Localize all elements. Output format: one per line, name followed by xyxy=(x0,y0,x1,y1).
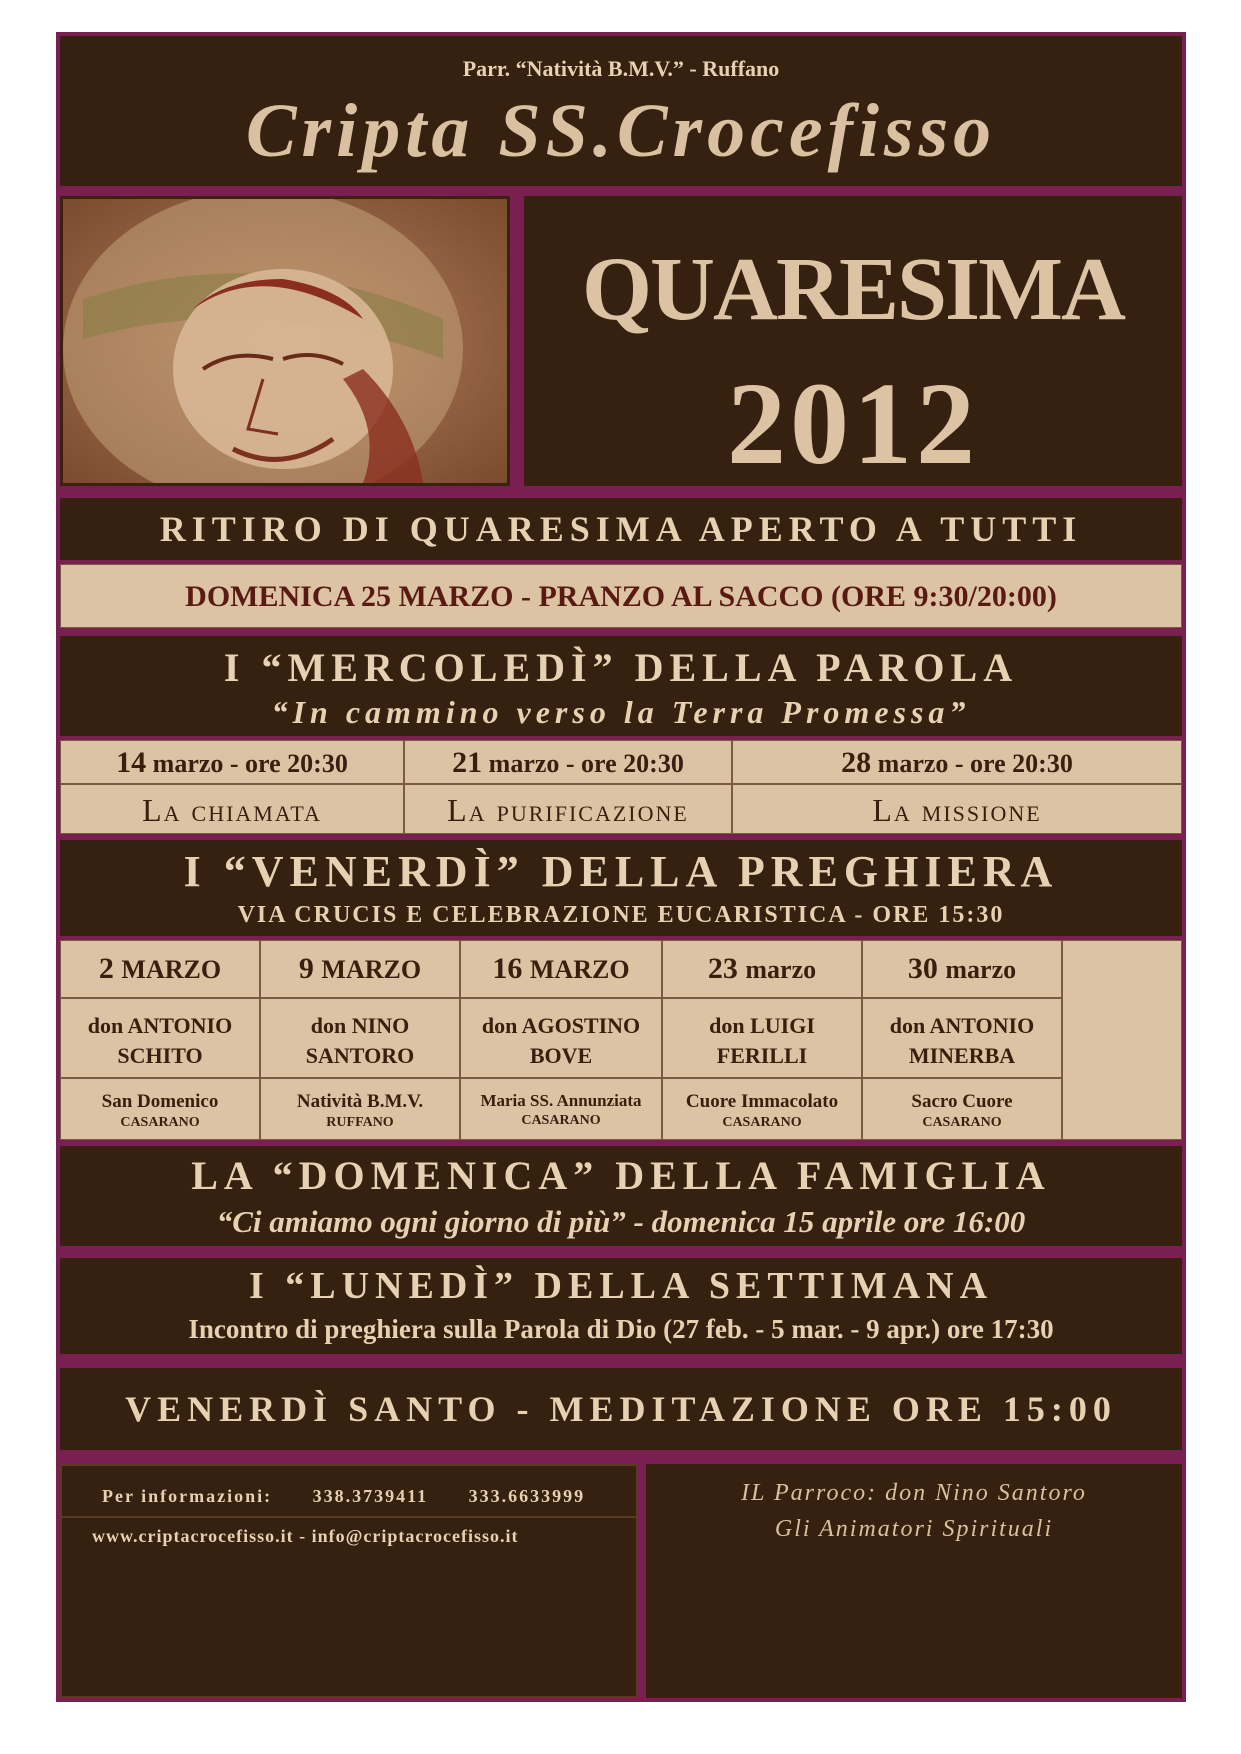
session-time: marzo - ore 20:30 xyxy=(488,749,684,778)
title-box xyxy=(524,196,1182,489)
mercoledi-session-date xyxy=(732,740,1182,784)
signature-parroco: IL Parroco: don Nino Santoro xyxy=(741,1480,1087,1506)
crucifix-fresco-image xyxy=(60,196,510,486)
priest-name-line-2: BOVE xyxy=(529,1043,593,1068)
email-link[interactable]: info@criptacrocefisso.it xyxy=(311,1526,519,1546)
mercoledi-session-theme: La chiamata xyxy=(60,784,404,834)
venerdi-santo: VENERDÌ SANTO - MEDITAZIONE ORE 15:00 xyxy=(60,1368,1182,1450)
priest-name-line-1: don ANTONIO xyxy=(87,1013,233,1038)
mercoledi-session-date xyxy=(60,740,404,784)
church-name: Sacro Cuore xyxy=(911,1091,1013,1112)
lunedi-section xyxy=(60,1258,1182,1354)
priest-name-line-1: don LUIGI xyxy=(709,1013,815,1038)
priest-name-line-1: don NINO xyxy=(310,1013,410,1038)
venerdi-priest xyxy=(460,998,662,1078)
town-name: RUFFANO xyxy=(326,1115,394,1130)
session-day: 14 xyxy=(116,746,147,779)
link-separator: - xyxy=(293,1526,312,1546)
venerdi-place xyxy=(260,1078,460,1140)
church-name: San Domenico xyxy=(101,1091,219,1112)
divider xyxy=(62,1516,636,1518)
session-day: 28 xyxy=(841,746,872,779)
fresco-illustration xyxy=(63,199,507,483)
priest-name-line-1: don AGOSTINO xyxy=(481,1013,641,1038)
priest-name-line-2: SCHITO xyxy=(117,1043,203,1068)
priest-name-line-2: MINERBA xyxy=(908,1043,1016,1068)
mercoledi-session-date xyxy=(404,740,732,784)
venerdi-day: 9 xyxy=(298,952,314,985)
mercoledi-section xyxy=(60,636,1182,736)
domenica-subtitle: “Ci amiamo ogni giorno di più” - domenica 15 aprile ore 16:00 xyxy=(216,1204,1026,1239)
church-name: Cuore Immacolato xyxy=(685,1091,839,1112)
session-day: 21 xyxy=(452,746,483,779)
crypt-title: Cripta SS.Crocefisso xyxy=(245,89,997,173)
venerdi-month: marzo xyxy=(945,955,1017,984)
session-time: marzo - ore 20:30 xyxy=(152,749,348,778)
venerdi-month: MARZO xyxy=(121,955,222,984)
venerdi-place xyxy=(460,1078,662,1140)
venerdi-subtitle: VIA CRUCIS E CELEBRAZIONE EUCARISTICA - ORE 15:30 xyxy=(237,902,1005,928)
signature-box xyxy=(646,1464,1182,1698)
venerdi-month: MARZO xyxy=(529,955,630,984)
poster xyxy=(56,32,1186,1702)
venerdi-day: 16 xyxy=(492,952,523,985)
mercoledi-subtitle: “In cammino verso la Terra Promessa” xyxy=(271,694,971,730)
parish-name: Parr. “Natività B.M.V.” - Ruffano xyxy=(462,56,780,81)
venerdi-date xyxy=(662,940,862,998)
mercoledi-session-theme: La purificazione xyxy=(404,784,732,834)
church-name: Maria SS. Annunziata xyxy=(480,1091,642,1110)
ritiro-title: RITIRO DI QUARESIMA APERTO A TUTTI xyxy=(60,498,1182,560)
phone-row xyxy=(102,1486,619,1507)
venerdi-priest xyxy=(60,998,260,1078)
domenica-title: LA “DOMENICA” DELLA FAMIGLIA xyxy=(191,1153,1051,1198)
lunedi-title: I “LUNEDÌ” DELLA SETTIMANA xyxy=(248,1265,994,1307)
venerdi-place xyxy=(662,1078,862,1140)
info-label: Per informazioni: xyxy=(102,1486,273,1506)
venerdi-place xyxy=(60,1078,260,1140)
town-name: CASARANO xyxy=(120,1115,200,1130)
venerdi-date xyxy=(260,940,460,998)
session-time: marzo - ore 20:30 xyxy=(877,749,1073,778)
contact-info xyxy=(60,1464,638,1698)
venerdi-place xyxy=(862,1078,1062,1140)
year: 2012 xyxy=(727,358,979,489)
phone-2[interactable]: 333.6633999 xyxy=(468,1486,586,1506)
venerdi-day: 30 xyxy=(907,952,938,985)
venerdi-priest xyxy=(260,998,460,1078)
domenica-section xyxy=(60,1146,1182,1246)
venerdi-priest xyxy=(862,998,1062,1078)
ritiro-detail: DOMENICA 25 MARZO - PRANZO AL SACCO (ORE 9:30/20:00) xyxy=(60,564,1182,628)
venerdi-title: I “VENERDÌ” DELLA PREGHIERA xyxy=(183,847,1059,896)
mercoledi-title: I “MERCOLEDÌ” DELLA PAROLA xyxy=(223,645,1019,690)
town-name: CASARANO xyxy=(722,1115,802,1130)
priest-name-line-2: SANTORO xyxy=(305,1043,415,1068)
mercoledi-session-theme: La missione xyxy=(732,784,1182,834)
website-link[interactable]: www.criptacrocefisso.it xyxy=(92,1526,294,1546)
priest-name-line-1: don ANTONIO xyxy=(889,1013,1035,1038)
links-row xyxy=(92,1526,519,1547)
header xyxy=(60,36,1182,186)
main-title: QUARESIMA xyxy=(581,240,1125,339)
venerdi-day: 23 xyxy=(707,952,738,985)
church-name: Natività B.M.V. xyxy=(296,1091,424,1112)
lunedi-subtitle: Incontro di preghiera sulla Parola di Dio (27 feb. - 5 mar. - 9 apr.) ore 17:30 xyxy=(188,1314,1054,1344)
venerdi-priest xyxy=(662,998,862,1078)
venerdi-empty-cell xyxy=(1062,940,1182,1140)
phone-1[interactable]: 338.3739411 xyxy=(312,1486,429,1506)
venerdi-date xyxy=(460,940,662,998)
priest-name-line-2: FERILLI xyxy=(716,1043,808,1068)
signature-animatori: Gli Animatori Spirituali xyxy=(774,1516,1054,1542)
venerdi-date xyxy=(862,940,1062,998)
town-name: CASARANO xyxy=(922,1115,1002,1130)
venerdi-month: marzo xyxy=(745,955,817,984)
venerdi-month: MARZO xyxy=(321,955,422,984)
town-name: CASARANO xyxy=(521,1113,601,1128)
venerdi-day: 2 xyxy=(98,952,114,985)
venerdi-section xyxy=(60,840,1182,936)
venerdi-date xyxy=(60,940,260,998)
